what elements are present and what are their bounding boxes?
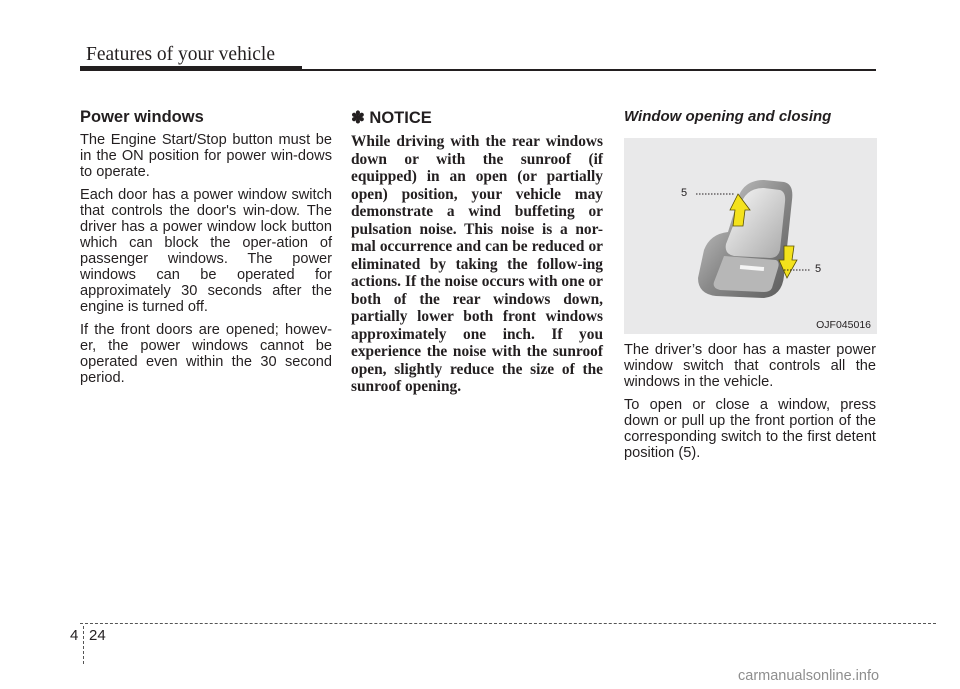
page-number: 24 [89, 627, 106, 644]
switch-body [698, 180, 792, 298]
chapter-number: 4 [70, 627, 79, 644]
window-switch-figure [624, 138, 877, 334]
page-header-title: Features of your vehicle [86, 44, 275, 65]
power-windows-paragraph-1: The Engine Start/Stop button must be in the ON position for power win-dows to operate. [80, 132, 332, 180]
power-windows-section [80, 108, 332, 393]
notice-heading: ✽ NOTICE [351, 109, 432, 127]
notice-text: While driving with the rear windows down or with the sunroof (if equipped) in an open (or partially open) position, your vehicle may demonstrate a wind buffeting or pulsation noise. This noise is a nor-mal occurrence and can be reduced or eliminated by taking the follow-ing actions. If the noise occurs with one or both of the rear windows down, partially lower both front windows approximately one inch. If you experience the noise with the sunroof open, slightly reduce the size of the sunroof opening. [351, 133, 603, 395]
figure-callout-bottom: 5 [815, 263, 822, 275]
header-rule-thick [80, 66, 302, 71]
power-windows-heading: Power windows [80, 108, 204, 126]
power-windows-paragraph-2: Each door has a power window switch that controls the door's win-dow. The driver has a power window lock button which can block the oper-ation of passenger windows. The power windows can be operated for approximately 30 seconds after the engine is turned off. [80, 187, 332, 315]
window-switch-illustration [624, 138, 877, 334]
watermark-text: carmanualsonline.info [738, 668, 880, 684]
window-opening-paragraph-2: To open or close a window, press down or pull up the front portion of the corresponding switch to the first detent position (5). [624, 397, 876, 461]
window-opening-section [624, 108, 876, 468]
window-opening-paragraph-1: The driver’s door has a master power window switch that controls all the windows in the vehicle. [624, 342, 876, 390]
figure-code: OJF045016 [816, 319, 871, 331]
window-opening-heading: Window opening and closing [624, 108, 832, 125]
notice-section [351, 108, 603, 396]
footer-divider [80, 623, 936, 624]
footer-vertical-divider [83, 626, 84, 664]
figure-callout-top: 5 [681, 187, 688, 199]
header-rule-thin [302, 69, 876, 71]
power-windows-paragraph-3: If the front doors are opened; howev-er, the power windows cannot be operated even within the 30 second period. [80, 322, 332, 386]
